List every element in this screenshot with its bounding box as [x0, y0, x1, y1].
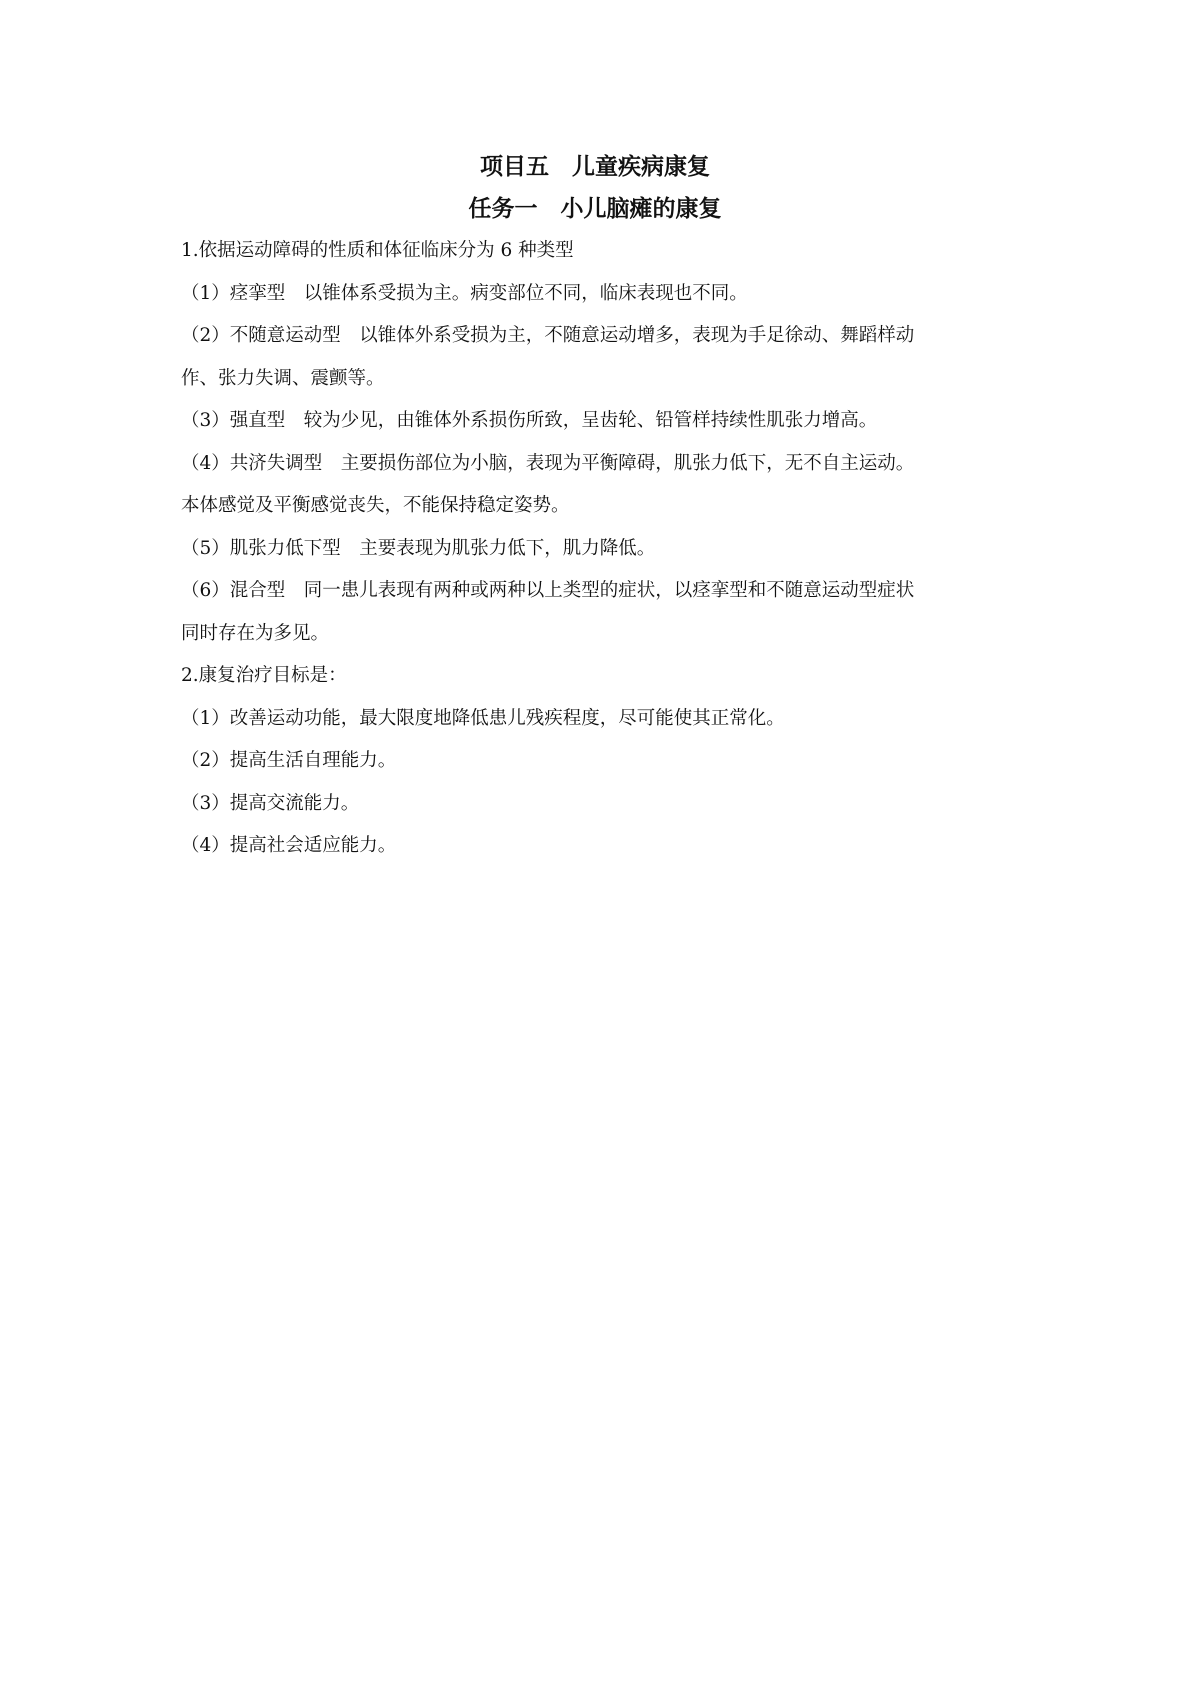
type-item-ataxic-cont: 本体感觉及平衡感觉丧失，不能保持稳定姿势。: [181, 495, 570, 516]
type-item-hypotonic: （5）肌张力低下型 主要表现为肌张力低下，肌力降低。: [181, 537, 656, 559]
project-title: 项目五 儿童疾病康复: [480, 154, 710, 180]
goal-item-self-care: （2）提高生活自理能力。: [181, 750, 397, 771]
type-item-rigid: （3）强直型 较为少见，由锥体外系损伤所致，呈齿轮、铅管样持续性肌张力增高。: [181, 410, 878, 431]
title-block: [0, 146, 1190, 230]
task-title: 任务一 小儿脑瘫的康复: [468, 196, 722, 222]
type-item-spastic: （1）痉挛型 以锥体系受损为主。病变部位不同，临床表现也不同。: [181, 282, 748, 304]
section-heading-goals: 2.康复治疗目标是：: [181, 665, 347, 686]
type-item-mixed-cont: 同时存在为多见。: [181, 622, 330, 644]
goal-item-communication: （3）提高交流能力。: [181, 792, 360, 814]
goal-item-motor: （1）改善运动功能，最大限度地降低患儿残疾程度，尽可能使其正常化。: [181, 707, 785, 729]
type-item-ataxic: （4）共济失调型 主要损伤部位为小脑，表现为平衡障碍，肌张力低下，无不自主运动。: [181, 452, 915, 474]
section-heading-types: 1.依据运动障碍的性质和体征临床分为 6 种类型: [181, 240, 574, 261]
type-item-mixed: （6）混合型 同一患儿表现有两种或两种以上类型的症状，以痉挛型和不随意运动型症状: [181, 580, 915, 601]
type-item-dyskinetic-cont: 作、张力失调、震颤等。: [181, 367, 385, 389]
type-item-dyskinetic: （2）不随意运动型 以锥体外系受损为主，不随意运动增多，表现为手足徐动、舞蹈样动: [181, 325, 915, 346]
document-body: [181, 230, 1016, 868]
goal-item-social: （4）提高社会适应能力。: [181, 835, 397, 856]
